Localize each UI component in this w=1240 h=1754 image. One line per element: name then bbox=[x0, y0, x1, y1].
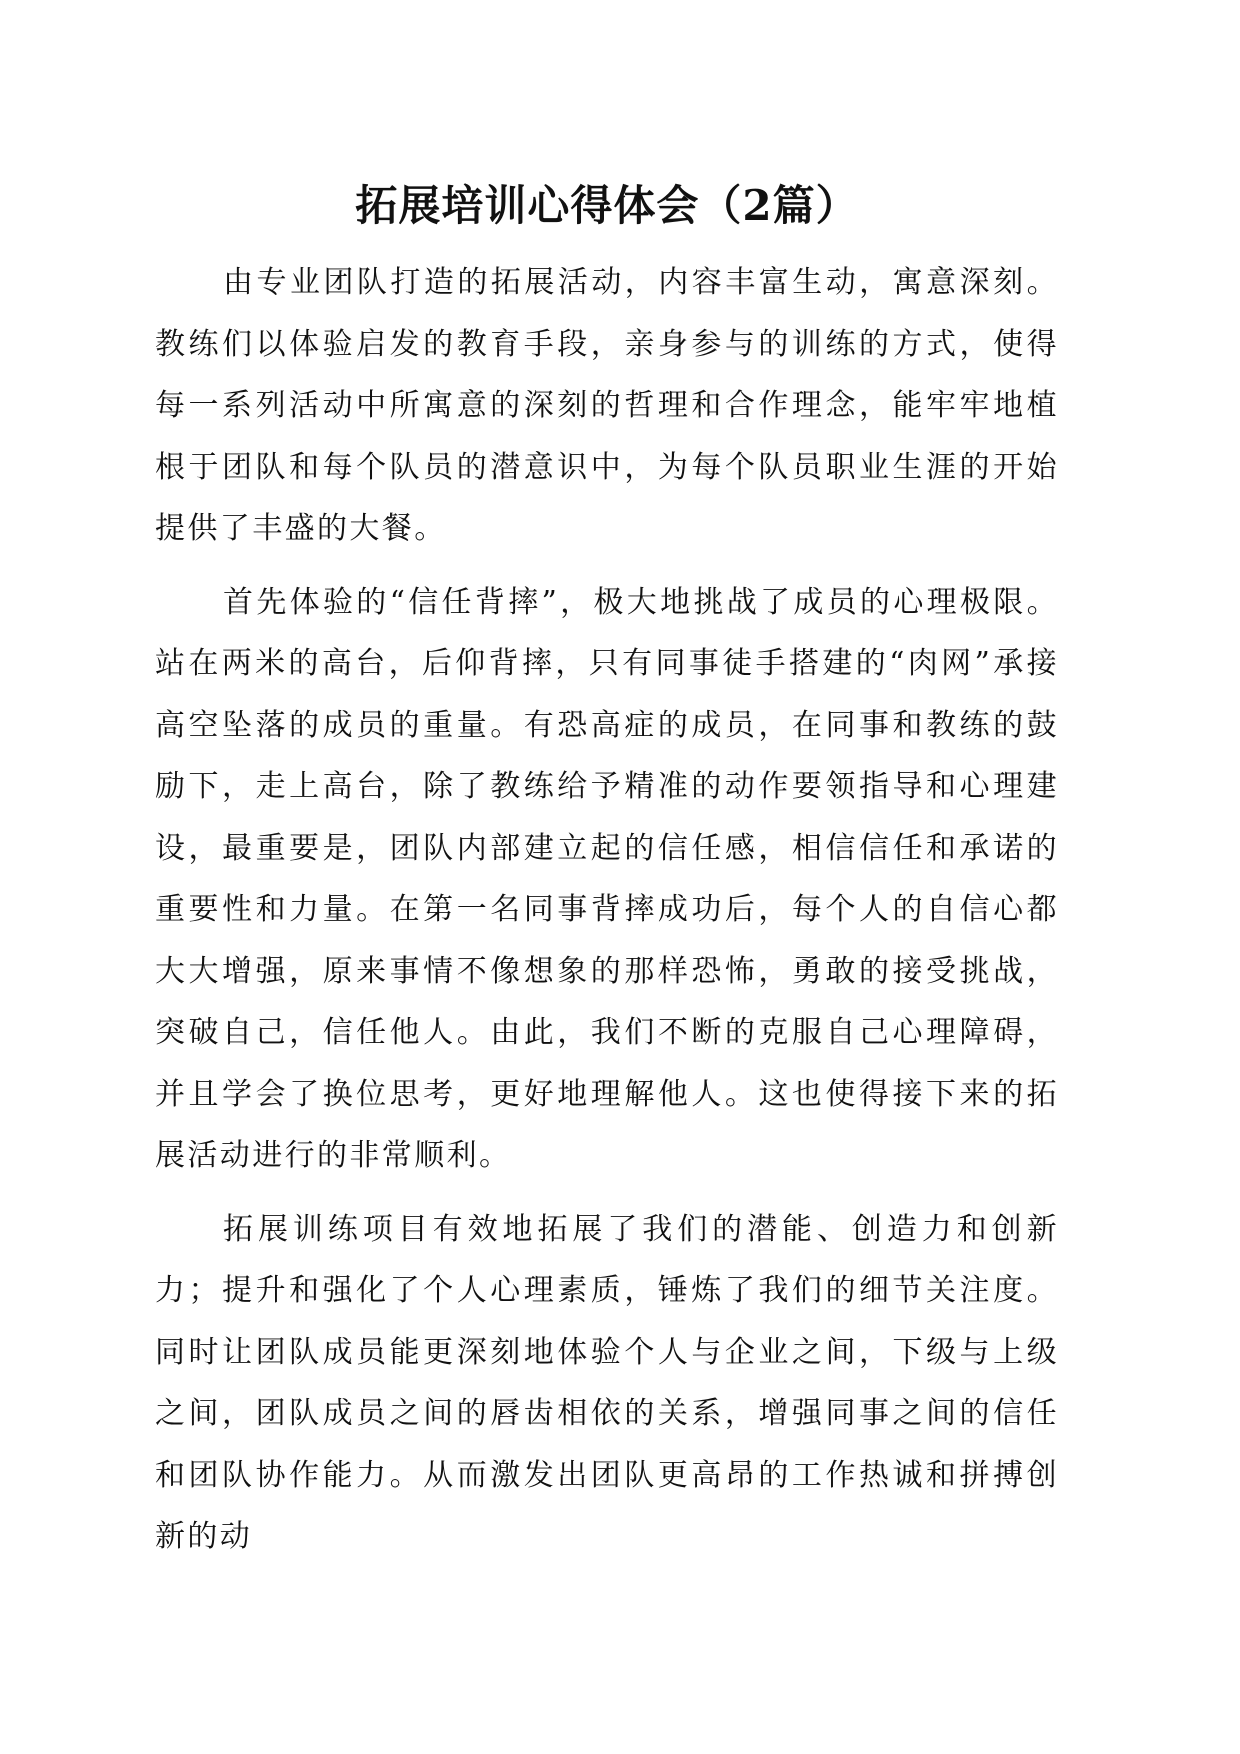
paragraph-1: 由专业团队打造的拓展活动，内容丰富生动，寓意深刻。教练们以体验启发的教育手段，亲身参与的训练的方式，使得每一系列活动中所寓意的深刻的哲理和合作理念，能牢牢地植根于团队和每个队员的潜意识中，为每个队员职业生涯的开始提供了丰盛的大餐。 bbox=[155, 265, 1059, 546]
document-title: 拓展培训心得体会（2篇） bbox=[355, 181, 859, 230]
paragraph-2: 首先体验的“信任背摔”，极大地挑战了成员的心理极限。站在两米的高台，后仰背摔，只有同事徒手搭建的“肉网”承接高空坠落的成员的重量。有恐高症的成员，在同事和教练的鼓励下，走上高台，除了教练给予精准的动作要领指导和心理建设，最重要是，团队内部建立起的信任感，相信信任和承诺的重要性和力量。在第一名同事背摔成功后，每个人的自信心都大大增强，原来事情不像想象的那样恐怖，勇敢的接受挑战，突破自己，信任他人。由此，我们不断的克服自己心理障碍，并且学会了换位思考，更好地理解他人。这也使得接下来的拓展活动进行的非常顺利。 bbox=[155, 584, 1059, 1173]
paragraph-3: 拓展训练项目有效地拓展了我们的潜能、创造力和创新力；提升和强化了个人心理素质，锤炼了我们的细节关注度。同时让团队成员能更深刻地体验个人与企业之间，下级与上级之间，团队成员之间的唇齿相依的关系，增强同事之间的信任和团队协作能力。从而激发出团队更高昂的工作热诚和拼搏创新的动 bbox=[155, 1211, 1059, 1554]
document-page bbox=[155, 170, 1059, 1580]
